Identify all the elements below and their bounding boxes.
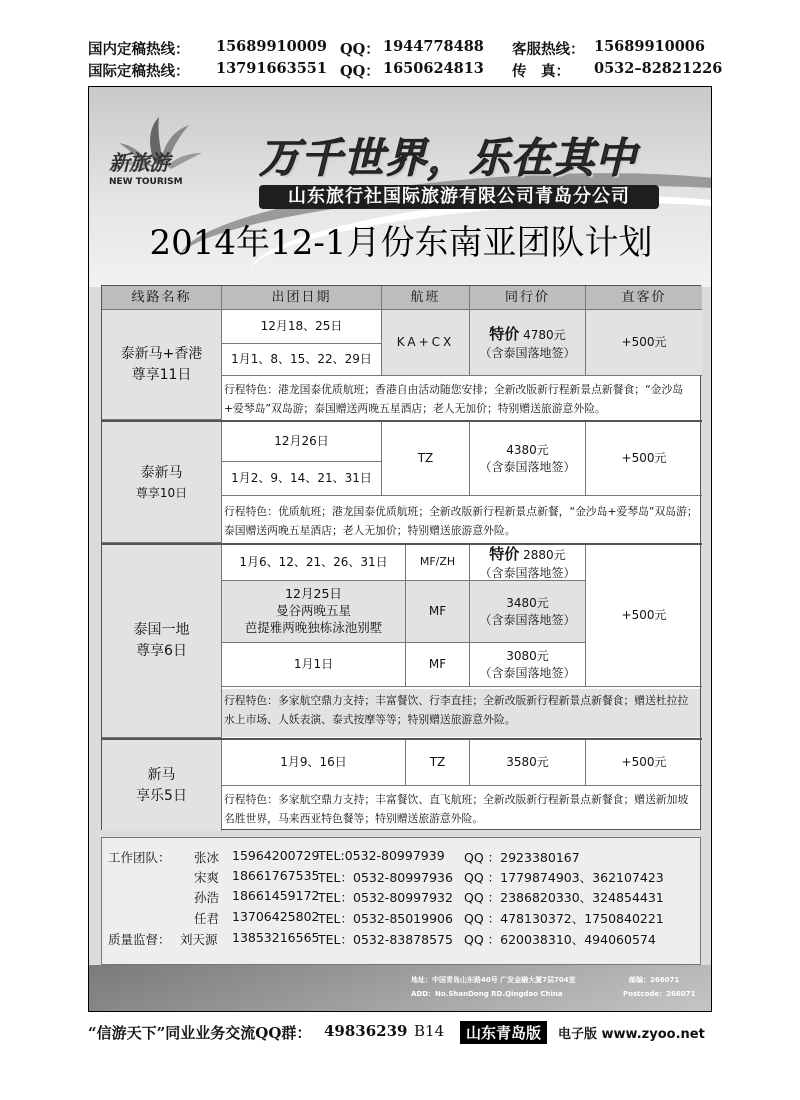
price-note: （含泰国落地签） bbox=[479, 665, 576, 680]
banner bbox=[89, 87, 712, 287]
contact-tel: TEL：0532-85019906 bbox=[318, 911, 453, 926]
tour-features: 行程特色：港龙国泰优质航班；香港自由活动随您安排；全新改版新行程新景点新餐食；“金沙岛+爱琴岛”双岛游；泰国赠送两晚五星酒店；老人无加价；特别赠送旅游意外险。 bbox=[224, 383, 684, 415]
departure-date-2: 1月2、9、14、21、31日 bbox=[222, 462, 382, 496]
route-title: 泰新马 bbox=[140, 464, 183, 481]
departure-date-1: 12月18、25日 bbox=[222, 310, 382, 344]
flight-code: TZ bbox=[406, 740, 470, 786]
qq-group-label: “信游天下”同业业务交流QQ群： bbox=[88, 1024, 312, 1042]
peer-price-3 bbox=[470, 643, 586, 687]
page-number: B14 bbox=[414, 1022, 445, 1040]
contact-qq: QQ ：2923380167 bbox=[464, 850, 580, 865]
price-value: 3080元 bbox=[506, 649, 549, 664]
service-hotline-label: 客服热线： bbox=[512, 41, 585, 58]
address-cn: 地址：中国青岛山东路40号 广发金融大厦7层704室 bbox=[411, 976, 576, 984]
address-en: ADD：No.ShanDong RD.Qingdao China bbox=[411, 990, 563, 998]
peer-price bbox=[470, 310, 586, 376]
fax-label: 传 真： bbox=[512, 63, 570, 80]
fax-value: 0532–82821226 bbox=[594, 60, 723, 77]
contact-tel: TEL：0532-80997936 bbox=[318, 870, 453, 885]
contact-mobile: 18661459172 bbox=[232, 888, 320, 903]
date-line: 12月25日 bbox=[285, 586, 342, 602]
route-name bbox=[102, 740, 222, 831]
tour-section-4 bbox=[102, 740, 702, 831]
route-title: 泰国一地 bbox=[133, 622, 190, 638]
contact-name: 宋爽 bbox=[194, 870, 220, 885]
route-name bbox=[102, 422, 222, 543]
route-title: 新马 bbox=[147, 766, 176, 783]
logo-english: NEW TOURISM bbox=[109, 177, 183, 187]
tour-section-3 bbox=[102, 545, 702, 740]
tour-features: 行程特色：优质航班；港龙国泰优质航班；全新改版新行程新景点新餐，“金沙岛+爱琴岛”双岛游；泰国赠送两晚五星酒店；老人无加价；特别赠送旅游意外险。 bbox=[224, 505, 698, 537]
address-footer bbox=[89, 965, 712, 1012]
header-direct-price: 直客价 bbox=[586, 286, 702, 310]
contact-tel: TEL：0532-83878575 bbox=[318, 932, 453, 947]
flight-code-3: MF bbox=[406, 643, 470, 687]
contact-name: 任君 bbox=[194, 911, 220, 926]
logo-text: 新旅游 bbox=[109, 151, 169, 175]
qq2-value: 1650624813 bbox=[383, 60, 484, 77]
quality-label: 质量监督： bbox=[108, 932, 171, 947]
qq2-label: QQ： bbox=[340, 63, 380, 80]
special-price-tag: 特价 bbox=[489, 545, 520, 564]
price-note: （含泰国落地签） bbox=[479, 565, 576, 580]
route-days: 享乐5日 bbox=[136, 787, 187, 804]
tour-features: 行程特色：多家航空鼎力支持；丰富餐饮、直飞航班；全新改版新行程新景点新餐食；赠送新加坡名胜世界，马来西亚特色餐等；特别赠送旅游意外险。 bbox=[224, 793, 689, 825]
contact-qq: QQ ：620038310、494060574 bbox=[464, 932, 656, 947]
villa-line: 芭提雅两晚独栋泳池别墅 bbox=[244, 619, 383, 635]
departure-date-3: 1月1日 bbox=[222, 643, 406, 687]
route-days: 尊享11日 bbox=[131, 366, 192, 383]
company-name: 山东旅行社国际旅游有限公司青岛分公司 bbox=[259, 185, 659, 209]
price-value: 4380元 bbox=[506, 443, 549, 458]
route-title: 泰新马+香港 bbox=[120, 345, 203, 362]
contact-mobile: 13853216565 bbox=[232, 930, 320, 945]
departure-date-1: 12月26日 bbox=[222, 422, 382, 462]
postcode-en: Postcode：266071 bbox=[623, 990, 696, 998]
tour-flyer bbox=[88, 86, 712, 1012]
contact-name: 刘天源 bbox=[180, 932, 218, 947]
header-peer-price: 同行价 bbox=[470, 286, 586, 310]
contact-qq: QQ ：1779874903、362107423 bbox=[464, 870, 664, 885]
peer-price-1 bbox=[470, 545, 586, 581]
contact-qq: QQ ：2386820330、324854431 bbox=[464, 890, 664, 905]
price-note: （含泰国落地签） bbox=[479, 612, 576, 627]
intl-hotline-phone: 13791663551 bbox=[216, 60, 327, 77]
contact-tel: TEL：0532-80997932 bbox=[318, 890, 453, 905]
contact-name: 张冰 bbox=[194, 850, 220, 865]
tour-features: 行程特色：多家航空鼎力支持；丰富餐饮、行李直挂；全新改版新行程新景点新餐食；赠送杜拉拉水上市场、人妖表演、泰式按摩等等；特别赠送旅游意外险。 bbox=[222, 689, 700, 737]
page-title: 2014年12-1月份东南亚团队计划 bbox=[149, 223, 653, 263]
peer-price: 3580元 bbox=[470, 740, 586, 786]
price-note: （含泰国落地签） bbox=[479, 345, 576, 360]
flight-code: TZ bbox=[382, 422, 470, 496]
direct-price: +500元 bbox=[586, 310, 702, 376]
qq1-label: QQ： bbox=[340, 41, 380, 58]
route-name bbox=[102, 545, 222, 738]
flight-code-1: MF/ZH bbox=[406, 545, 470, 581]
flight-code: KA+CX bbox=[382, 310, 470, 376]
domestic-hotline-label: 国内定稿热线： bbox=[88, 41, 190, 58]
contact-mobile: 15964200729 bbox=[232, 848, 320, 863]
contact-tel: TEL:0532-80997939 bbox=[318, 848, 445, 863]
contact-mobile: 13706425802 bbox=[232, 909, 320, 924]
domestic-hotline-phone: 15689910009 bbox=[216, 38, 327, 55]
contact-qq: QQ ：478130372、1750840221 bbox=[464, 911, 664, 926]
direct-price: +500元 bbox=[586, 545, 702, 687]
departure-date-1: 1月6、12、21、26、31日 bbox=[222, 545, 406, 581]
special-price-tag: 特价 bbox=[489, 325, 520, 344]
slogan: 万千世界，乐在其中 bbox=[259, 134, 637, 182]
contact-mobile: 18661767535 bbox=[232, 868, 320, 883]
direct-price: +500元 bbox=[586, 740, 702, 786]
departure-date-1: 1月9、16日 bbox=[222, 740, 406, 786]
route-days: 尊享6日 bbox=[136, 643, 187, 659]
service-hotline-phone: 15689910006 bbox=[594, 38, 705, 55]
route-name bbox=[102, 310, 222, 420]
price-value: 2880元 bbox=[523, 548, 566, 563]
price-value: 3480元 bbox=[506, 596, 549, 611]
website: 电子版 www.zyoo.net bbox=[558, 1027, 705, 1042]
departure-date-2: 1月1、8、15、22、29日 bbox=[222, 344, 382, 376]
header-route: 线路名称 bbox=[102, 286, 222, 310]
peer-price bbox=[470, 422, 586, 496]
contact-panel bbox=[101, 837, 701, 965]
flight-code-2: MF bbox=[406, 581, 470, 643]
qq-group-number: 49836239 bbox=[324, 1022, 408, 1040]
tour-section-2 bbox=[102, 422, 702, 545]
route-days: 尊享10日 bbox=[135, 485, 188, 500]
peer-price-2 bbox=[470, 581, 586, 643]
team-label: 工作团队： bbox=[108, 850, 171, 865]
departure-date-2 bbox=[222, 581, 406, 643]
hotel-line: 曼谷两晚五星 bbox=[275, 603, 351, 619]
edition-badge: 山东青岛版 bbox=[460, 1021, 547, 1044]
qq1-value: 1944778488 bbox=[383, 38, 484, 55]
contact-name: 孙浩 bbox=[194, 890, 220, 905]
zip-cn: 邮编：266071 bbox=[629, 976, 680, 984]
tour-table bbox=[101, 285, 701, 830]
header-flight: 航班 bbox=[382, 286, 470, 310]
intl-hotline-label: 国际定稿热线： bbox=[88, 63, 190, 80]
tour-section-1 bbox=[102, 310, 702, 422]
header-date: 出团日期 bbox=[222, 286, 382, 310]
direct-price: +500元 bbox=[586, 422, 702, 496]
price-value: 4780元 bbox=[523, 328, 566, 343]
price-note: （含泰国落地签） bbox=[479, 459, 576, 474]
